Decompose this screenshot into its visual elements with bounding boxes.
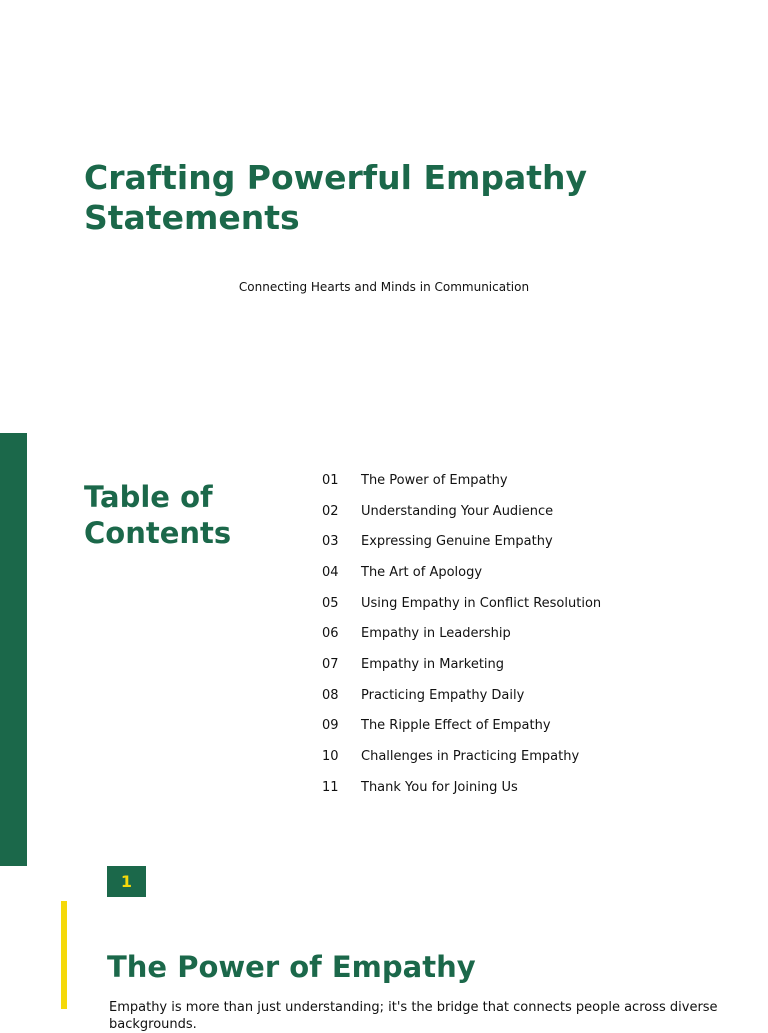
toc-item-label: Practicing Empathy Daily [361,687,525,703]
toc-item-number: 07 [322,656,339,672]
toc-list [322,465,742,803]
toc-item-label: Expressing Genuine Empathy [361,534,553,550]
toc-item-number: 08 [322,687,339,703]
document-subtitle: Connecting Hearts and Minds in Communication [238,280,530,294]
section-number-badge: 1 [107,866,146,897]
section-body: Empathy is more than just understanding; it's the bridge that connects people across diverse backgrounds. [109,1000,718,1032]
toc-item-label: Empathy in Leadership [361,626,511,642]
section-accent-bar [61,901,67,1009]
toc-item[interactable] [322,741,742,772]
toc-item[interactable] [322,618,742,649]
toc-item-number: 01 [322,472,339,488]
toc-item[interactable] [322,496,742,527]
toc-item-label: Challenges in Practicing Empathy [361,749,580,765]
toc-item[interactable] [322,711,742,742]
toc-item-label: Thank You for Joining Us [361,779,518,795]
section-title: The Power of Empathy [107,950,476,984]
toc-item-label: The Power of Empathy [361,472,508,488]
toc-item-number: 05 [322,595,339,611]
toc-item[interactable] [322,772,742,803]
toc-item-number: 10 [322,749,339,765]
toc-item[interactable] [322,680,742,711]
toc-item-label: Empathy in Marketing [361,656,505,672]
toc-item-number: 09 [322,718,339,734]
toc-item[interactable] [322,649,742,680]
toc-item[interactable] [322,465,742,496]
document-title: Crafting Powerful Empathy Statements [84,158,588,237]
toc-item-number: 06 [322,626,339,642]
toc-side-bar [0,433,27,866]
toc-item[interactable] [322,557,742,588]
toc-heading: Table of Contents [84,480,232,550]
toc-item[interactable] [322,588,742,619]
toc-item-number: 02 [322,503,339,519]
toc-item-number: 11 [322,779,339,795]
toc-item-label: The Ripple Effect of Empathy [361,718,551,734]
toc-item-number: 03 [322,534,339,550]
toc-item-number: 04 [322,564,339,580]
toc-item-label: Understanding Your Audience [361,503,554,519]
toc-item-label: The Art of Apology [361,564,483,580]
toc-item[interactable] [322,526,742,557]
toc-item-label: Using Empathy in Conflict Resolution [361,595,602,611]
